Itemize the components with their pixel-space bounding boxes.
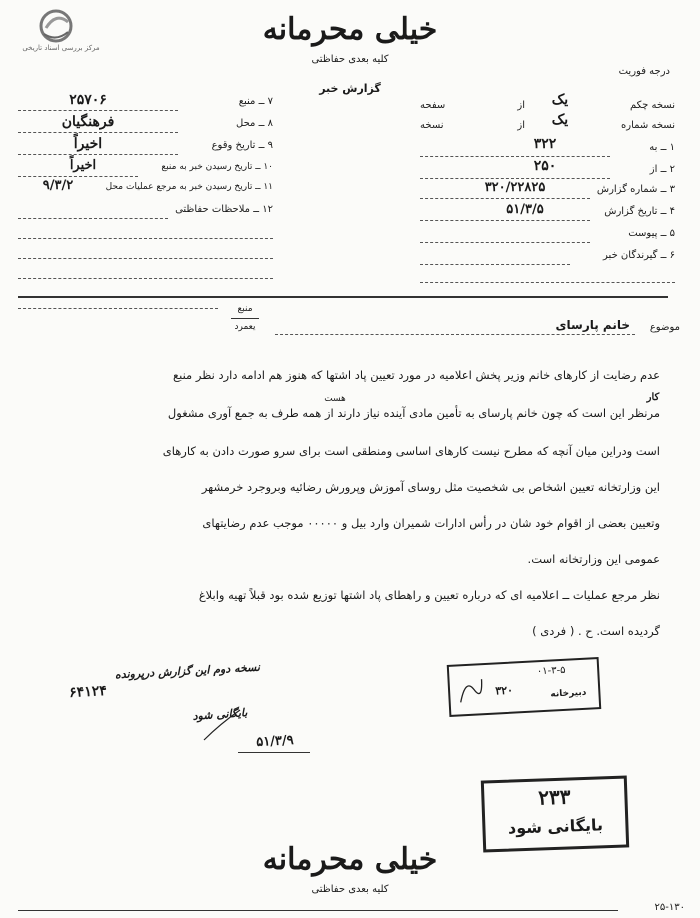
field-value-copy: یک	[551, 112, 569, 128]
body-line-4: این وزارتخانه تعیین اشخاص بی شخصیت مثل روسای آموزش وپرورش رضائیه وبروجرد خرمشهر	[201, 480, 660, 494]
subject-stamp-top: منبع	[237, 304, 253, 314]
subject-value: خانم پارسای	[555, 318, 630, 332]
handwritten-file-number: ۶۴۱۲۴	[68, 683, 108, 701]
subject-stamp-bottom: یعمرد	[234, 322, 256, 332]
field-suffix-copy: از	[517, 120, 525, 131]
handwritten-date: ۵۱/۳/۹	[255, 733, 295, 750]
subject-line	[275, 334, 635, 335]
archive-stamp-number: ۲۳۳	[537, 784, 571, 810]
archive-logo-icon	[38, 8, 78, 44]
subject-stamp-line	[231, 318, 259, 319]
body-line-8: گردیده است. ح . ( فردی )	[532, 624, 660, 638]
insert-mark-karr: کار	[646, 392, 660, 403]
field-value-page: یک	[551, 92, 569, 108]
field-label-security-notes: ۱۲ ــ ملاحظات حفاظتی	[175, 204, 273, 215]
field-label-to: ۱ ــ به	[649, 142, 675, 153]
received-stamp-office: دبیرخانه	[550, 687, 587, 700]
classification-footer: خیلی محرمانه	[262, 842, 438, 877]
field-value-report-date: ۵۱/۳/۵	[506, 202, 544, 217]
archive-logo	[16, 8, 106, 58]
field-suffix-label-page: سفحه	[420, 100, 446, 111]
body-line-3: است ودراین میان آنچه که مطرح نیست کارهای اساسی ومنطقی است برای سرو صورت دادن به کارهای	[162, 444, 660, 458]
footer-rule	[18, 910, 618, 911]
field-line	[18, 154, 178, 155]
field-label-report-date: ۴ ــ تاریخ گزارش	[604, 206, 675, 217]
received-stamp-number: ۳۲۰	[494, 683, 514, 698]
archive-stamp	[481, 775, 629, 852]
field-line	[18, 132, 178, 133]
received-stamp	[447, 657, 602, 717]
separator-dash	[18, 308, 218, 309]
field-value-occurrence-date: اخیراً	[73, 136, 103, 152]
field-value-to: ۳۲۲	[533, 136, 557, 152]
body-line-2: مرنظر این است که چون خانم پارسای به تأمین مادی آینده نیاز دارند از همه طرف به جمع آوری مشغول	[167, 406, 660, 420]
footer-form-code: ۲۵-۱۳۰	[654, 902, 685, 913]
body-line-5: وتعیین بعضی از اقوام خود شان در رأس ادارات شمیران وارد بیل و ٠٠٠٠٠ موجب عدم رضایتهای	[202, 516, 660, 530]
field-label-news-to-source: ۱۰ ــ تاریخ رسیدن خبر به منبع	[161, 162, 273, 172]
received-stamp-signature	[455, 671, 487, 709]
field-label-attachment: ۵ ــ پیوست	[628, 228, 675, 239]
field-label-recipients: ۶ ــ گیرندگان خبر	[603, 250, 675, 261]
field-line	[18, 110, 178, 111]
field-line	[420, 242, 590, 243]
subject-stamp	[225, 304, 265, 342]
field-value-report-number: ۳۲۰/۲۲۸۲۵	[484, 180, 546, 195]
field-label-occurrence-date: ۹ ــ تاریخ وقوع	[211, 140, 273, 151]
urgency-label: درجه فوریت	[618, 66, 670, 77]
field-suffix-label-copy: نسخه	[420, 120, 444, 131]
field-line	[420, 282, 675, 283]
field-line	[420, 156, 610, 157]
body-line-6: عمومی این وزارتخانه است.	[527, 552, 660, 566]
field-line	[18, 278, 273, 279]
field-line	[18, 238, 273, 239]
field-line	[18, 218, 168, 219]
handwritten-archive-note: نسخه دوم این گزارش درپرونده	[114, 660, 261, 682]
field-label-page: نسخه چکم	[629, 100, 675, 111]
field-suffix-page: از	[517, 100, 525, 111]
field-line	[18, 258, 273, 259]
field-label-place: ۸ ــ محل	[236, 118, 273, 129]
separator-rule	[18, 296, 668, 298]
subject-label: موضوع	[649, 322, 680, 333]
report-type: گزارش خبر	[319, 82, 381, 95]
handwritten-archive-instruction: بایگانی شود	[192, 706, 248, 723]
field-value-source: ۲۵۷۰۶	[69, 92, 107, 108]
field-line	[420, 220, 590, 221]
body-line-7: نظر مرجع عملیات ــ اعلامیه ای که درباره تعیین و راهطای پاد اشتها توزیع شده بود قبلاً تهیه وابلاغ	[198, 588, 660, 602]
field-value-news-to-source: اخیراً	[69, 158, 97, 173]
field-value-place: فرهنگیان	[61, 114, 115, 130]
field-label-from: ۲ ــ از	[649, 164, 675, 175]
field-value-news-to-ops: ۹/۳/۲	[42, 178, 74, 193]
field-label-news-to-ops: ۱۱ ــ تاریخ رسیدن خبر به مرجع عملیات محل	[105, 182, 273, 192]
field-line	[420, 178, 610, 179]
insert-mark-hast: هست	[324, 394, 346, 404]
received-stamp-date: ۰۱-۳-۵	[536, 664, 566, 678]
header-subtitle: کلیه بعدی حفاظتی	[311, 54, 389, 65]
handwritten-date-underline	[238, 752, 310, 753]
field-line	[18, 176, 138, 177]
field-line	[420, 264, 570, 265]
body-line-1: عدم رضایت از کارهای خانم وزیر پخش اعلامیه در مورد تعیین پاد اشتها که هنوز هم ادامه دارد نظر منبع	[173, 368, 660, 382]
footer-subtitle: کلیه بعدی حفاظتی	[311, 884, 389, 895]
field-value-from: ۲۵۰	[533, 158, 557, 174]
field-line	[420, 198, 590, 199]
field-label-report-number: ۳ ــ شماره گزارش	[596, 184, 675, 195]
archive-stamp-text: بایگانی شود	[507, 815, 604, 838]
field-label-copy: نسخه شماره	[621, 120, 675, 131]
logo-text: مرکز بررسی اسناد تاریخی	[22, 44, 100, 52]
classification-header: خیلی محرمانه	[262, 12, 438, 47]
field-label-source: ۷ ــ منبع	[238, 96, 273, 107]
